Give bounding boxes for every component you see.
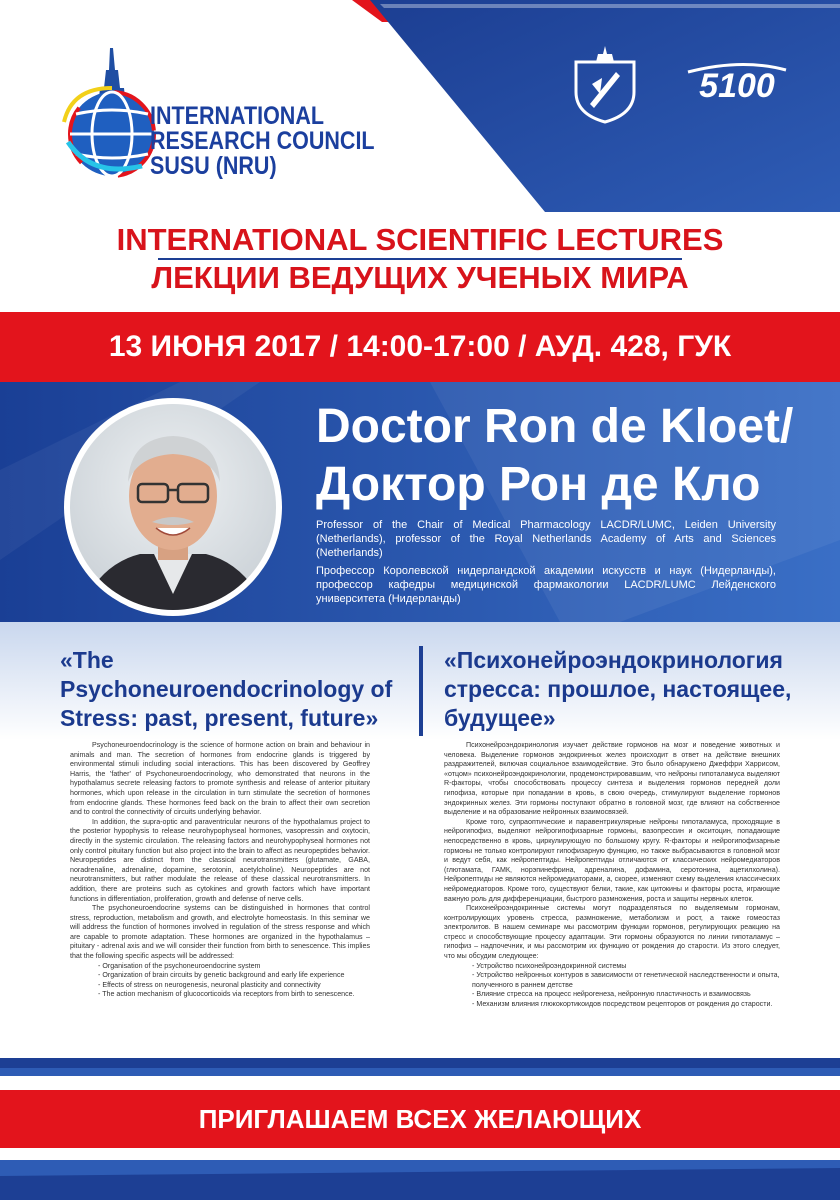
list-item: - The action mechanism of glucocorticoids via receptors from birth to senescence. (98, 990, 370, 1000)
event-date-time-room: 13 ИЮНЯ 2017 / 14:00-17:00 / АУД. 428, ГУК (108, 330, 732, 363)
globe-logo-icon (62, 48, 162, 188)
paragraph: Психонейроэндокринология изучает действие гормонов на мозг и поведение животных и человека. Выделение гормонов эндокринных желез происходит в ответ на действие внешних раздражителей, включая социальное взаимодействие. Это было обнаружено Джеффри Харрисом, «отцом» психонейроэндокринологии, продемонстрировавшим, что нейроны гипоталамуса выделяют R-факторы, чтобы способствовать процессу синтеза и выделения гормонов передней доли гипофиза, которые при попадании в кровь, в свою очередь, стимулируют выделение гормонов эндокринных желез. Эти гормоны поступают обратно в головной мозг, где влияют на собственное выделение и на образование нейронных взаимосвязей. (444, 741, 780, 817)
logo-line: SUSU (NRU) (150, 152, 277, 180)
university-crest-icon (572, 44, 638, 124)
invitation-text: ПРИГЛАШАЕМ ВСЕХ ЖЕЛАЮЩИХ (198, 1104, 642, 1134)
logo-line: RESEARCH COUNCIL (150, 127, 375, 155)
abstract-body-ru (444, 741, 780, 1010)
lectures-heading (0, 222, 840, 296)
speaker-bio-ru: Профессор Королевской нидерландской академии искусств и наук (Нидерланды), профессор кафедры медицинской фармакологии LACDR/LUMC Лейденского университета (Нидерланды) (316, 565, 776, 605)
footer-band (0, 1068, 840, 1076)
list-item: - Механизм влияния глюкокортикоидов посредством рецепторов от рождения до старости. (472, 1000, 780, 1010)
council-logo-text (150, 104, 411, 179)
column-divider (419, 646, 423, 736)
speaker-bio-en: Professor of the Chair of Medical Pharmacology LACDR/LUMC, Leiden University (Netherlands), professor of the Royal Netherlands Academy of Arts and Sciences (Netherlands) (316, 519, 776, 559)
topics-list-ru (444, 962, 780, 1010)
lectures-title-en: INTERNATIONAL SCIENTIFIC LECTURES (116, 222, 724, 257)
paragraph: Психонейроэндокринные системы могут подразделяться по выделяемым гормонам, контролирующих уровень стресса, размножение, метаболизм и рост, а также гомеостаз электролитов. В нашем семинаре мы рассмотрим функции гормонов, регулирующих реакцию на стресс и способствующие процессу адаптации. Эти гормоны образуются по линии гипоталамус – гипофиз – надпочечник, и мы рассмотрим их функцию от рождения до старости. Из этого следует, что мы обсудим следующее: (444, 904, 780, 961)
abstract-body-en (70, 741, 370, 1000)
speaker-name (316, 398, 793, 514)
list-item: - Устройство нейронных контуров в зависимости от генетической наследственности и опыта, полученного в раннем детстве (472, 971, 780, 990)
paragraph: Psychoneuroendocrinology is the science of hormone action on brain and behaviour in animals and man. The secretion of hormones from endocrine glands is triggered by environmental stimuli including social interactions. This has been discovered by Geoffrey Harris, the 'father' of Psychoneuroendocrinology, who demonstrated that neurons in the hypothalamus secrete releasing factors to promote synthesis and release of anterior pituitary hormones, which upon release in the circulation in turn stimulate the secretion of hormones from endocrine glands. These hormones feed back on the brain to affect their own secretion and to control the connectivity of circuits underlying behavior. (70, 741, 370, 817)
abstract-title-ru: «Психонейроэндокринология стресса: прошлое, настоящее, будущее» (444, 647, 792, 731)
list-item: - Organisation of the psychoneuroendocrine system (98, 962, 370, 972)
list-item: - Organization of brain circuits by genetic background and early life experience (98, 971, 370, 981)
paragraph: In addition, the supra-optic and paraventricular neurons of the hypothalamus project to the posterior hypophysis to release neurohypophyseal hormones, vasopressin and oxytocin, directly in the systemic circulation. The releasing factors and neurohypophyseal hormones not only control pituitary function but also project into the brain to affect as neuropeptides behavior. Neuropeptides are distinct from the classical neurotransmitters (glutamate, GABA, noradrenaline, adrenaline, dopamine, serotonin, acetylcholine). Neuropeptides are not neurotransmitters, but rather modulate the release of these classical neurotransmitters. In addition, there are proteins such as cytokines and growth factors which have important functions in differentiation, proliferation, growth and defense of nerve cells. (70, 817, 370, 903)
logo-line: INTERNATIONAL (150, 102, 324, 130)
speaker-name-ru: Доктор Рон де Кло (316, 458, 761, 511)
speaker-photo-frame (64, 398, 282, 616)
badge-text: 5100 (699, 67, 775, 105)
paragraph: The psychoneuroendocrine systems can be distinguished in hormones that control stress, reproduction, metabolism and growth, and electrolyte homeostasis. In this seminar we will address the function of hormones involved in regulation of the stress response and which are capable to promote adaptation. These hormones are organized in the hypothalamus – pituitary - adrenal axis and we will consider their function from birth to senescence. This implies that the following specific aspects will be addressed: (70, 904, 370, 961)
footer-blue-stripe (0, 1058, 840, 1068)
abstract-title-en: «The Psychoneuroendocrinology of Stress: past, present, future» (60, 647, 393, 731)
topics-list-en (70, 962, 370, 1000)
paragraph: Кроме того, супраоптические и паравентрикулярные нейроны гипоталамуса, проходящие в нейрогипофиз, выделяют нейрогипофизарные гормоны, вазопрессин и окситоцин, попадающие непосредственно в кровь, циркулирующую по большому кругу. R-факторы и нейрогипофизарные гормоны не только контролируют гипофизарную функцию, но также выбрасываются в головной мозг и ведут себя, как нейропептиды. Нейропептиды отличаются от классических нейромедиаторов (глютамата, ГАМК, норэпинефрина, адреналина, дофамина, серотонина, ацетилхолина). Нейропептиды не являются нейромедиаторами, а, скорее, изменяют схему выделения классических нейромедиаторов. Кроме того, существуют белки, такие, как цитокины и факторы роста, играющие важную роль для дифференциации, быстрого размножения, роста и защиты нервных клеток. (444, 817, 780, 903)
program-5100-badge (682, 62, 792, 106)
lectures-title-ru: ЛЕКЦИИ ВЕДУЩИХ УЧЕНЫХ МИРА (151, 260, 689, 295)
list-item: - Устройство психонейроэндокринной системы (472, 962, 780, 972)
speaker-name-en: Doctor Ron de Kloet/ (316, 400, 794, 453)
list-item: - Влияние стресса на процесс нейрогенеза, нейронную пластичность и взаимосвязь (472, 990, 780, 1000)
speaker-photo (70, 404, 276, 610)
list-item: - Effects of stress on neurogenesis, neuronal plasticity and connectivity (98, 981, 370, 991)
